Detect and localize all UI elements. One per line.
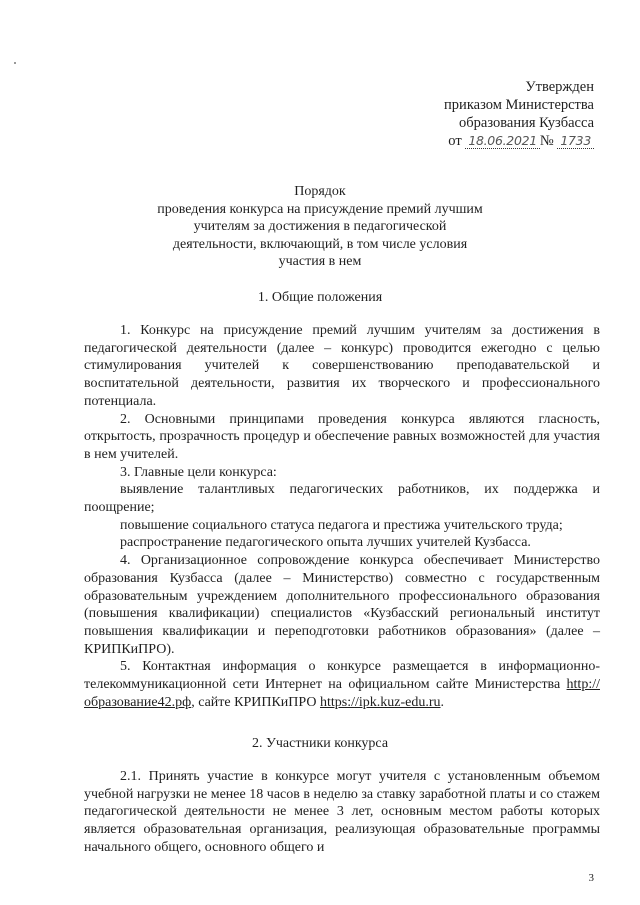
approval-line-approved: Утвержден xyxy=(525,79,594,95)
paragraph-7: 4. Организационное сопровождение конкурса обеспечивает Министерство образования Кузбасса (далее – Министерство) совместно с государственным образовательным учреждением дополнительного профессионального образования (повышения квалификации) специалистов «Кузбасский региональный институт повышения квалификации и переподготовки работников образования» (далее – КРИПКиПРО). xyxy=(84,553,600,657)
paragraph-2: 2. Основными принципами проведения конкурса являются гласность, открытость, прозрачность процедур и обеспечение равных возможностей для участия в нем учителей. xyxy=(84,411,600,462)
date-prefix: от xyxy=(448,133,462,149)
paragraph-8 xyxy=(84,658,600,711)
paragraph-3: 3. Главные цели конкурса: xyxy=(120,464,277,480)
document-title xyxy=(120,183,520,271)
page-number: 3 xyxy=(588,872,594,884)
ministry-website-link[interactable]: http://образование42.рф xyxy=(84,677,600,710)
title-line-1: Порядок xyxy=(294,184,346,199)
section-2-heading: 2. Участники конкурса xyxy=(251,736,389,751)
title-line-4: деятельности, включающий, в том числе условия xyxy=(172,236,468,252)
title-line-3: учителям за достижения в педагогической xyxy=(193,219,447,235)
paragraph-8-text-3: . xyxy=(440,694,445,710)
paragraph-1: 1. Конкурс на присуждение премий лучшим учителям за достижения в педагогической деятельности (далее – конкурс) проводится ежегодно с целью стимулирования учителей к совершенствованию преподавательской и воспитательной деятельности, развития их творческого и профессионального потенциала. xyxy=(84,323,600,409)
paragraph-6: распространение педагогического опыта лучших учителей Кузбасса. xyxy=(120,535,531,551)
title-line-5: участия в нем xyxy=(278,254,362,270)
approval-stamp-block xyxy=(444,78,594,150)
kripkipro-website-link[interactable]: https://ipk.kuz-edu.ru xyxy=(319,694,441,710)
handwritten-number: 1733 xyxy=(557,133,594,149)
paragraph-8-text-2: , сайте КРИПКиПРО xyxy=(191,694,320,710)
paragraph-4: выявление талантливых педагогических работников, их поддержка и поощрение; xyxy=(84,482,600,516)
handwritten-date: 18.06.2021 xyxy=(465,133,540,149)
paragraph-2-1: 2.1. Принять участие в конкурсе могут учителя с установленным объемом учебной нагрузки не менее 18 часов в неделю за ставку заработной платы и со стажем педагогической деятельности не менее 3 лет, основным местом работы которых является образовательная организация, реализующая образовательные программы начального общего, основного общего и xyxy=(84,769,600,855)
scan-speck xyxy=(14,62,16,64)
number-prefix: № xyxy=(539,133,554,149)
section-1-body xyxy=(84,322,600,711)
section-1-heading: 1. Общие положения xyxy=(257,290,383,305)
title-line-2: проведения конкурса на присуждение премий лучшим xyxy=(157,201,483,217)
approval-line-ministry: образования Кузбасса xyxy=(459,115,594,131)
paragraph-8-text-1: 5. Контактная информация о конкурсе размещается в информационно-телекоммуникационной сети Интернет на официальном сайте Министерства xyxy=(84,659,600,693)
section-2-body xyxy=(84,768,600,857)
approval-date-number-line xyxy=(448,132,594,150)
paragraph-5: повышение социального статуса педагога и престижа учительского труда; xyxy=(120,517,563,533)
approval-line-order: приказом Министерства xyxy=(444,97,594,113)
